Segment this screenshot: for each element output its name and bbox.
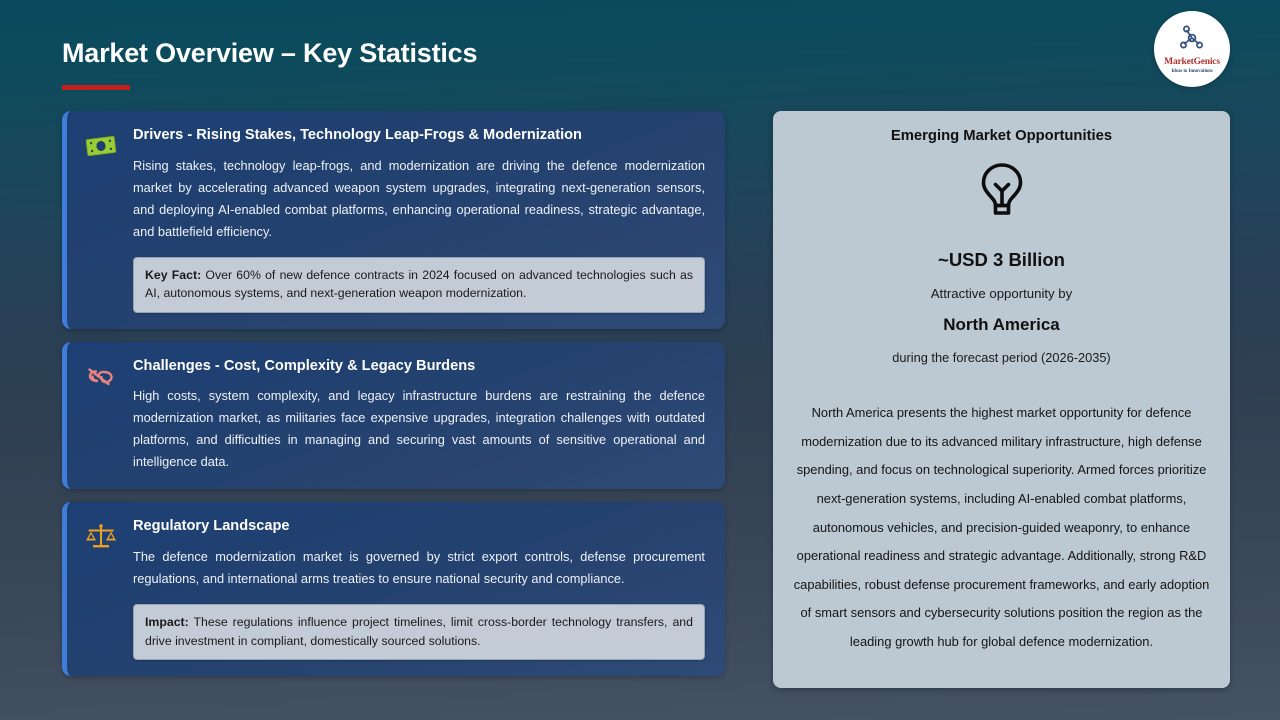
card-title: Challenges - Cost, Complexity & Legacy Burdens [133,357,476,374]
card-regulatory-landscape[interactable] [62,502,725,676]
page-title: Market Overview – Key Statistics [62,38,478,68]
card-title: Drivers - Rising Stakes, Technology Leap-Frogs & Modernization [133,127,582,143]
brand-logo [1154,11,1230,87]
logo-brand-name: MarketGenics [1164,57,1220,67]
key-fact-callout [133,257,705,313]
emerging-market-opportunities-panel [773,111,1230,688]
opportunity-region: North America [943,315,1060,334]
panel-title: Emerging Market Opportunities [890,128,1113,144]
opportunity-description: North America presents the highest market opportunity for defence modernization due to its advanced military infrastructure, high defense spending, and focus on technological superiority. Armed forces prioritize next-generation systems, including AI-enabled combat platforms, autonomous vehicles, and precision-guided weaponry, to enhance operational readiness and strategic advantage. Additionally, strong R&D capabilities, robust defense procurement frameworks, and early adoption of smart sensors and cybersecurity solutions position the region as the leading growth hub for global defence modernization. [793,405,1210,650]
card-description: The defence modernization market is governed by strict export controls, defense procurement regulations, and international arms treaties to ensure national security and compliance. [133,548,705,586]
opportunity-forecast-period: during the forecast period (2026-2035) [892,350,1111,365]
scales-of-justice-icon [83,519,119,555]
callout-text: Over 60% of new defence contracts in 2024 focused on advanced technologies such as AI, autonomous systems, and next-generation weapon modernization. [145,267,693,301]
impact-callout [133,604,705,660]
card-title: Regulatory Landscape [133,518,290,535]
callout-label: Impact: [145,614,189,629]
banknote-icon [83,128,119,164]
drivers-challenges-column [62,111,725,689]
card-drivers[interactable] [62,111,725,329]
opportunity-subtitle: Attractive opportunity by [930,286,1073,301]
callout-label: Key Fact: [145,267,202,282]
lightbulb-icon [791,160,1212,222]
broken-link-icon [83,359,119,395]
card-description: High costs, system complexity, and legacy infrastructure burdens are restraining the defence modernization market, as militaries face expensive upgrades, integration challenges with outdated platforms, and difficulties in managing and securing vast amounts of sensitive operational and intelligence data. [133,388,705,470]
opportunity-value: ~USD 3 Billion [938,249,1065,270]
card-description: Rising stakes, technology leap-frogs, and modernization are driving the defence modernization market by accelerating advanced weapon system upgrades, integrating next-generation sensors, and deploying AI-enabled combat platforms, enhancing operational readiness, strategic advantage, and battlefield efficiency. [133,157,705,239]
network-nodes-icon [1177,24,1207,57]
logo-tagline: Ideas to Innovations [1171,69,1213,74]
title-underline-rule [62,85,130,90]
callout-text: These regulations influence project timelines, limit cross-border technology transfers, and drive investment in compliant, domestically sourced solutions. [145,614,693,648]
card-challenges[interactable] [62,342,725,490]
